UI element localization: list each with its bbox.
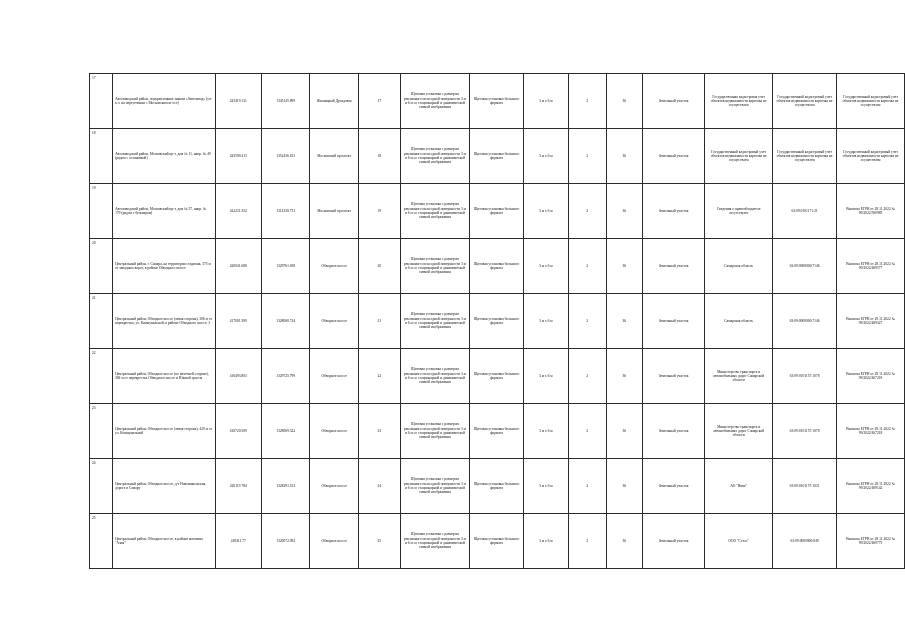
street-cell: Жилищный Дроздовая xyxy=(310,74,358,129)
coord-y-cell: 1345145.899 xyxy=(262,74,310,129)
construction-type-cell: Щитовая установка с размером рекламного поля одной поверхности 3 м и 6 м со стационарной и динамической сменой изображения xyxy=(400,129,469,184)
cadastral-cell: 63:09:0000000:7146 xyxy=(773,239,837,294)
construction-type-cell: Щитовая установка с размером рекламного поля одной поверхности 3 м и 6 м со стационарной и динамической сменой изображения xyxy=(400,459,469,514)
rights-cell: Выписка ЕГРН от 28.11.2022 № 99/2022/500985 xyxy=(837,184,905,239)
size-cell: 3 м х 6 м xyxy=(523,129,568,184)
table-row xyxy=(90,514,905,569)
cadastral-cell: 63:09:0101171:21 xyxy=(773,184,837,239)
table-row xyxy=(90,349,905,404)
street-cell: Обводное шоссе xyxy=(310,294,358,349)
format-cell: Щитовая установка большого формата xyxy=(470,514,524,569)
land-cell: Земельный участок xyxy=(642,129,704,184)
row-number: 22 xyxy=(90,349,113,404)
cadastral-cell: 63:09:0000000:7146 xyxy=(773,294,837,349)
size-cell: 3 м х 6 м xyxy=(523,459,568,514)
sides-cell: 2 xyxy=(568,294,606,349)
rights-cell: Выписка ЕГРН от 29.11.2022 № 99/2022/467218 xyxy=(837,349,905,404)
coord-y-cell: 1329725.799 xyxy=(262,349,310,404)
address-cell: Автозаводский район, Московский пр-т, дом № 57, напр. № 179 (рядом с бульваром) xyxy=(113,184,215,239)
owner-cell: Государственный кадастровый учет объектов недвижимости карточка не осуществлен xyxy=(705,129,773,184)
area-cell: 36 xyxy=(606,349,642,404)
construction-type-cell: Щитовая установка с размером рекламного поля одной поверхности 3 м и 6 м со стационарной и динамической сменой изображения xyxy=(400,239,469,294)
coord-x-cell: 417001.589 xyxy=(215,294,261,349)
construction-type-cell: Щитовая установка с размером рекламного поля одной поверхности 3 м и 6 м со стационарной и динамической сменой изображения xyxy=(400,184,469,239)
area-cell: 36 xyxy=(606,404,642,459)
street-cell: Обводное шоссе xyxy=(310,459,358,514)
registry-table xyxy=(89,73,905,569)
sides-cell: 2 xyxy=(568,184,606,239)
coord-y-cell: 1328291.513 xyxy=(262,459,310,514)
format-cell: Щитовая установка большого формата xyxy=(470,459,524,514)
construction-type-cell: Щитовая установка с размером рекламного поля одной поверхности 3 м и 6 м со стационарной и динамической сменой изображения xyxy=(400,404,469,459)
area-cell: 36 xyxy=(606,74,642,129)
cadastral-cell: 63:09:0101157:1078 xyxy=(773,349,837,404)
cadastral-cell: Государственный кадастровый учет объектов недвижимости карточка не осуществлен xyxy=(773,74,837,129)
format-cell: Щитовая установка большого формата xyxy=(470,239,524,294)
sides-cell: 2 xyxy=(568,349,606,404)
street-cell: Обводное шоссе xyxy=(310,404,358,459)
index-cell: 17 xyxy=(358,74,400,129)
street-cell: Московский проспект xyxy=(310,184,358,239)
table-row xyxy=(90,129,905,184)
owner-cell: Самарская область xyxy=(705,294,773,349)
area-cell: 36 xyxy=(606,514,642,569)
index-cell: 22 xyxy=(358,349,400,404)
street-cell: Обводное шоссе xyxy=(310,514,358,569)
area-cell: 36 xyxy=(606,184,642,239)
coord-y-cell: 1328068.744 xyxy=(262,294,310,349)
sides-cell: 2 xyxy=(568,514,606,569)
size-cell: 3 м х 6 м xyxy=(523,514,568,569)
rights-cell: Государственный кадастровый учет объектов недвижимости карточка не осуществлен xyxy=(837,74,905,129)
address-cell: Автозаводский район, Московский пр-т, дом № 11, напр. № 49 (рядом с остановкой) xyxy=(113,129,215,184)
street-cell: Обводное шоссе xyxy=(310,349,358,404)
table-row xyxy=(90,74,905,129)
coord-y-cell: 1320072.092 xyxy=(262,514,310,569)
coord-x-cell: 418411.77 xyxy=(215,514,261,569)
format-cell: Щитовая установка большого формата xyxy=(470,129,524,184)
cadastral-cell: 63:09:0000000:849 xyxy=(773,514,837,569)
rights-cell: Выписка ЕГРН от 28.11.2022 № 99/2022/469775 xyxy=(837,514,905,569)
area-cell: 36 xyxy=(606,459,642,514)
land-cell: Земельный участок xyxy=(642,514,704,569)
sides-cell: 2 xyxy=(568,239,606,294)
land-cell: Земельный участок xyxy=(642,184,704,239)
index-cell: 24 xyxy=(358,459,400,514)
land-cell: Земельный участок xyxy=(642,294,704,349)
coord-y-cell: 1314330.731 xyxy=(262,184,310,239)
format-cell: Щитовая установка большого формата xyxy=(470,74,524,129)
coord-x-cell: 425419.131 xyxy=(215,74,261,129)
address-cell: Автозаводский район, подкрепленные знаком «Автозавод» (уч-к л. на пересечении с Московским ш-осе) xyxy=(113,74,215,129)
row-number: 17 xyxy=(90,74,113,129)
coord-x-cell: 420119.784 xyxy=(215,459,261,514)
sides-cell: 2 xyxy=(568,129,606,184)
coord-x-cell: 420041.688 xyxy=(215,239,261,294)
owner-cell: АО "Нива" xyxy=(705,459,773,514)
index-cell: 18 xyxy=(358,129,400,184)
row-number: 25 xyxy=(90,514,113,569)
format-cell: Щитовая установка большого формата xyxy=(470,184,524,239)
coord-y-cell: 1352436.813 xyxy=(262,129,310,184)
row-number: 18 xyxy=(90,129,113,184)
size-cell: 3 м х 6 м xyxy=(523,184,568,239)
rights-cell: Выписка ЕГРН от 29.11.2022 № 99/2022/469327 xyxy=(837,294,905,349)
cadastral-cell: Государственный кадастровый учет объектов недвижимости карточка не осуществлен xyxy=(773,129,837,184)
land-cell: Земельный участок xyxy=(642,349,704,404)
table-row xyxy=(90,239,905,294)
area-cell: 36 xyxy=(606,129,642,184)
sides-cell: 2 xyxy=(568,74,606,129)
address-cell: Центральный район, Обводное шоссе, в районе магазина "Азия" xyxy=(113,514,215,569)
size-cell: 3 м х 6 м xyxy=(523,239,568,294)
area-cell: 36 xyxy=(606,294,642,349)
index-cell: 25 xyxy=(358,514,400,569)
index-cell: 23 xyxy=(358,404,400,459)
size-cell: 3 м х 6 м xyxy=(523,74,568,129)
coord-x-cell: 425590.413 xyxy=(215,129,261,184)
coord-x-cell: 422231.352 xyxy=(215,184,261,239)
rights-cell: Выписка ЕГРН от 28.11.2022 № 99/2022/469577 xyxy=(837,239,905,294)
construction-type-cell: Щитовая установка с размером рекламного поля одной поверхности 3 м и 6 м со стационарной и динамической сменой изображения xyxy=(400,294,469,349)
cadastral-cell: 63:09:0101157:1031 xyxy=(773,459,837,514)
size-cell: 3 м х 6 м xyxy=(523,294,568,349)
land-cell: Земельный участок xyxy=(642,239,704,294)
owner-cell: ООО "Стэлс" xyxy=(705,514,773,569)
owner-cell: Государственная кадастровая учет объектов недвижимости карточка не осуществлен xyxy=(705,74,773,129)
format-cell: Щитовая установка большого формата xyxy=(470,404,524,459)
size-cell: 3 м х 6 м xyxy=(523,349,568,404)
rights-cell: Государственный кадастровый учет объектов недвижимости карточка не осуществлен xyxy=(837,129,905,184)
sides-cell: 2 xyxy=(568,404,606,459)
format-cell: Щитовая установка большого формата xyxy=(470,294,524,349)
rights-cell: Выписка ЕГРН от 29.11.2022 № 99/2022/467218 xyxy=(837,404,905,459)
table-row xyxy=(90,459,905,514)
street-cell: Обводное шоссе xyxy=(310,239,358,294)
row-number: 23 xyxy=(90,404,113,459)
address-cell: Центральный район, Обводное шоссе (левая сторона), 306 м от перекрестка, ул. Коммунальной, в районе Обводного шоссе, 3 xyxy=(113,294,215,349)
row-number: 24 xyxy=(90,459,113,514)
land-cell: Земельный участок xyxy=(642,74,704,129)
table-row xyxy=(90,184,905,239)
index-cell: 19 xyxy=(358,184,400,239)
format-cell: Щитовая установка большого формата xyxy=(470,349,524,404)
address-cell: Центральный район, Обводное шоссе, д/т Новоникольская, дорога в Самару xyxy=(113,459,215,514)
size-cell: 3 м х 6 м xyxy=(523,404,568,459)
street-cell: Московский проспект xyxy=(310,129,358,184)
sides-cell: 2 xyxy=(568,459,606,514)
coord-x-cell: 416720.509 xyxy=(215,404,261,459)
land-cell: Земельный участок xyxy=(642,459,704,514)
row-number: 20 xyxy=(90,239,113,294)
construction-type-cell: Щитовая установка с размером рекламного поля одной поверхности 3 м и 6 м со стационарной и динамической сменой изображения xyxy=(400,74,469,129)
index-cell: 21 xyxy=(358,294,400,349)
table-row xyxy=(90,404,905,459)
index-cell: 20 xyxy=(358,239,400,294)
construction-type-cell: Щитовая установка с размером рекламного поля одной поверхности 3 м и 6 м со стационарной и динамической сменой изображения xyxy=(400,349,469,404)
owner-cell: Министерство транспорта и автомобильных дорог Самарской области xyxy=(705,404,773,459)
construction-type-cell: Щитовая установка с размером рекламного поля одной поверхности 3 м и 6 м со стационарной и динамической сменой изображения xyxy=(400,514,469,569)
address-cell: Центральный район, Обводное шоссе (по нечетной стороне), 384 м от перекрестка Обводного шоссе и Южной трассы xyxy=(113,349,215,404)
table-row xyxy=(90,294,905,349)
coord-x-cell: 416493.803 xyxy=(215,349,261,404)
address-cell: Центральный район, г. Самара, на территории стадиона, 375 м от западных ворот, в районе Обводного шоссе xyxy=(113,239,215,294)
owner-cell: Министерство транспорта и автомобильных дорог Самарской области xyxy=(705,349,773,404)
row-number: 21 xyxy=(90,294,113,349)
coord-y-cell: 1328069.322 xyxy=(262,404,310,459)
owner-cell: Сведения о правообладателе отсутствуют xyxy=(705,184,773,239)
land-cell: Земельный участок xyxy=(642,404,704,459)
owner-cell: Самарская область xyxy=(705,239,773,294)
row-number: 19 xyxy=(90,184,113,239)
coord-y-cell: 1329761.658 xyxy=(262,239,310,294)
cadastral-cell: 63:09:0101157:1078 xyxy=(773,404,837,459)
area-cell: 36 xyxy=(606,239,642,294)
address-cell: Центральный район, Обводное шоссе (левая сторона), 420 м от ул. Коммунальной xyxy=(113,404,215,459)
rights-cell: Выписка ЕГРН от 29.11.2022 № 99/2022/469142 xyxy=(837,459,905,514)
